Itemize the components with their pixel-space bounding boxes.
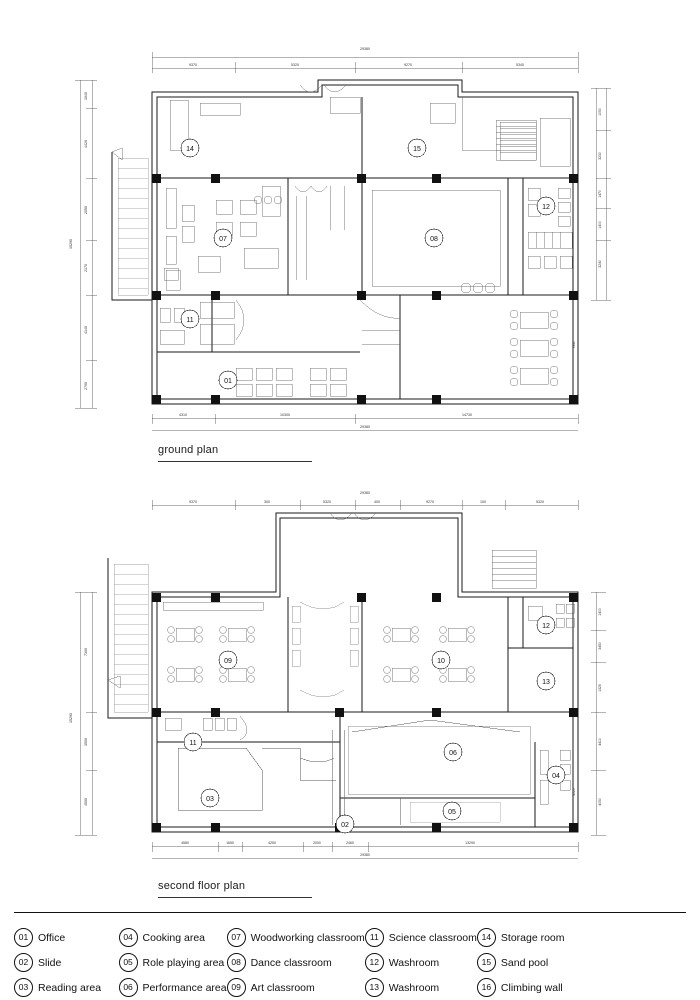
ground-plan-drawing [0, 0, 700, 470]
svg-text:07: 07 [219, 236, 227, 243]
legend-label: Science classroom [388, 931, 477, 944]
svg-text:9270: 9270 [426, 500, 434, 504]
svg-text:29380: 29380 [360, 425, 370, 429]
legend-bullet-icon: 09 [227, 978, 246, 997]
svg-text:1650: 1650 [226, 841, 234, 845]
legend-label: Performance area [142, 981, 227, 994]
legend-item-08 [227, 950, 365, 975]
svg-text:10300: 10300 [280, 413, 290, 417]
legend-bullet-icon: 12 [365, 953, 384, 972]
second-floor-plan-caption-rule [158, 897, 312, 898]
svg-text:4020: 4020 [572, 788, 576, 796]
svg-text:5320: 5320 [323, 500, 331, 504]
svg-text:4500: 4500 [84, 798, 88, 806]
legend-label: Dance classroom [250, 956, 332, 969]
legend-bullet-icon: 13 [365, 978, 384, 997]
legend-item-13 [365, 975, 477, 1000]
svg-text:01: 01 [224, 378, 232, 385]
svg-text:29380: 29380 [360, 491, 370, 495]
svg-text:1470: 1470 [598, 190, 602, 198]
svg-text:13290: 13290 [465, 841, 475, 845]
legend-item-spacer-1 [581, 925, 686, 950]
legend-item-04 [119, 925, 227, 950]
legend-item-07 [227, 925, 365, 950]
legend-bullet-icon: 01 [14, 928, 33, 947]
legend-label: Sand pool [500, 956, 549, 969]
second-floor-plan-drawing [0, 480, 700, 900]
svg-text:4580: 4580 [181, 841, 189, 845]
svg-text:4310: 4310 [179, 413, 187, 417]
svg-text:9370: 9370 [189, 500, 197, 504]
svg-text:3240: 3240 [598, 260, 602, 268]
svg-text:300: 300 [264, 500, 270, 504]
legend-bullet-icon: 08 [227, 953, 246, 972]
svg-text:06: 06 [449, 750, 457, 757]
legend-bullet-icon: 04 [119, 928, 138, 947]
svg-text:12: 12 [542, 623, 550, 630]
svg-text:2050: 2050 [84, 206, 88, 214]
legend [14, 925, 686, 1000]
legend-label: Role playing area [142, 956, 225, 969]
svg-text:15290: 15290 [69, 239, 73, 249]
legend-item-15 [477, 950, 582, 975]
svg-text:1400: 1400 [598, 221, 602, 229]
svg-text:14730: 14730 [462, 413, 472, 417]
legend-item-16 [477, 975, 582, 1000]
legend-bullet-icon: 11 [365, 928, 384, 947]
legend-label: Art classroom [250, 981, 315, 994]
ground-plan-caption-rule [158, 461, 312, 462]
svg-text:15: 15 [413, 146, 421, 153]
legend-bullet-icon: 06 [119, 978, 138, 997]
svg-text:3500: 3500 [84, 738, 88, 746]
svg-text:13: 13 [542, 679, 550, 686]
legend-bullet-icon: 02 [14, 953, 33, 972]
legend-item-03 [14, 975, 119, 1000]
svg-text:29380: 29380 [360, 853, 370, 857]
legend-label: Storage room [500, 931, 565, 944]
legend-label: Woodworking classroom [250, 931, 365, 944]
svg-text:100: 100 [480, 500, 486, 504]
legend-bullet-icon: 07 [227, 928, 246, 947]
legend-item-09 [227, 975, 365, 1000]
legend-label: Washroom [388, 956, 440, 969]
legend-bullet-icon: 15 [477, 953, 496, 972]
legend-label: Slide [38, 956, 62, 969]
svg-text:29380: 29380 [360, 47, 370, 51]
legend-item-06 [119, 975, 227, 1000]
svg-text:08: 08 [430, 236, 438, 243]
svg-text:2460: 2460 [346, 841, 354, 845]
svg-text:5320: 5320 [536, 500, 544, 504]
svg-text:05: 05 [448, 809, 456, 816]
legend-bullet-icon: 16 [477, 978, 496, 997]
svg-text:02: 02 [341, 822, 349, 829]
svg-text:3230: 3230 [598, 152, 602, 160]
legend-item-14 [477, 925, 582, 950]
svg-text:9270: 9270 [404, 63, 412, 67]
legend-item-spacer-2 [581, 950, 686, 975]
legend-bullet-icon: 14 [477, 928, 496, 947]
legend-label: Washroom [388, 981, 440, 994]
svg-text:2700: 2700 [84, 382, 88, 390]
svg-text:2170: 2170 [84, 264, 88, 272]
legend-item-spacer-3 [581, 975, 686, 1000]
legend-label: Reading area [38, 981, 102, 994]
svg-text:7940: 7940 [572, 341, 576, 349]
legend-item-02 [14, 950, 119, 975]
svg-text:1400: 1400 [598, 608, 602, 616]
svg-text:1325: 1325 [598, 684, 602, 692]
legend-label: Climbing wall [500, 981, 563, 994]
svg-text:11: 11 [186, 317, 194, 324]
svg-text:9370: 9370 [189, 63, 197, 67]
svg-text:09: 09 [224, 658, 232, 665]
legend-bullet-icon: 05 [119, 953, 138, 972]
svg-text:12: 12 [542, 204, 550, 211]
svg-text:5340: 5340 [516, 63, 524, 67]
legend-bullet-icon: 03 [14, 978, 33, 997]
svg-text:1050: 1050 [598, 108, 602, 116]
legend-item-01 [14, 925, 119, 950]
svg-text:4250: 4250 [268, 841, 276, 845]
svg-text:04: 04 [552, 773, 560, 780]
legend-item-05 [119, 950, 227, 975]
svg-text:10: 10 [437, 658, 445, 665]
legend-item-11 [365, 925, 477, 950]
svg-text:4420: 4420 [84, 140, 88, 148]
svg-text:4050: 4050 [598, 798, 602, 806]
svg-text:11: 11 [189, 740, 197, 747]
svg-text:2000: 2000 [313, 841, 321, 845]
svg-text:400: 400 [374, 500, 380, 504]
legend-label: Cooking area [142, 931, 206, 944]
legend-label: Office [38, 931, 66, 944]
svg-text:5320: 5320 [291, 63, 299, 67]
svg-text:15290: 15290 [69, 713, 73, 723]
svg-text:7300: 7300 [84, 648, 88, 656]
legend-item-12 [365, 950, 477, 975]
svg-text:14: 14 [186, 146, 194, 153]
svg-text:4140: 4140 [84, 326, 88, 334]
svg-text:4410: 4410 [598, 738, 602, 746]
svg-text:3450: 3450 [598, 642, 602, 650]
second-floor-plan-caption: second floor plan [158, 880, 246, 892]
legend-divider [14, 912, 686, 913]
svg-text:03: 03 [206, 796, 214, 803]
ground-plan-caption: ground plan [158, 444, 219, 456]
svg-text:1040: 1040 [84, 92, 88, 100]
